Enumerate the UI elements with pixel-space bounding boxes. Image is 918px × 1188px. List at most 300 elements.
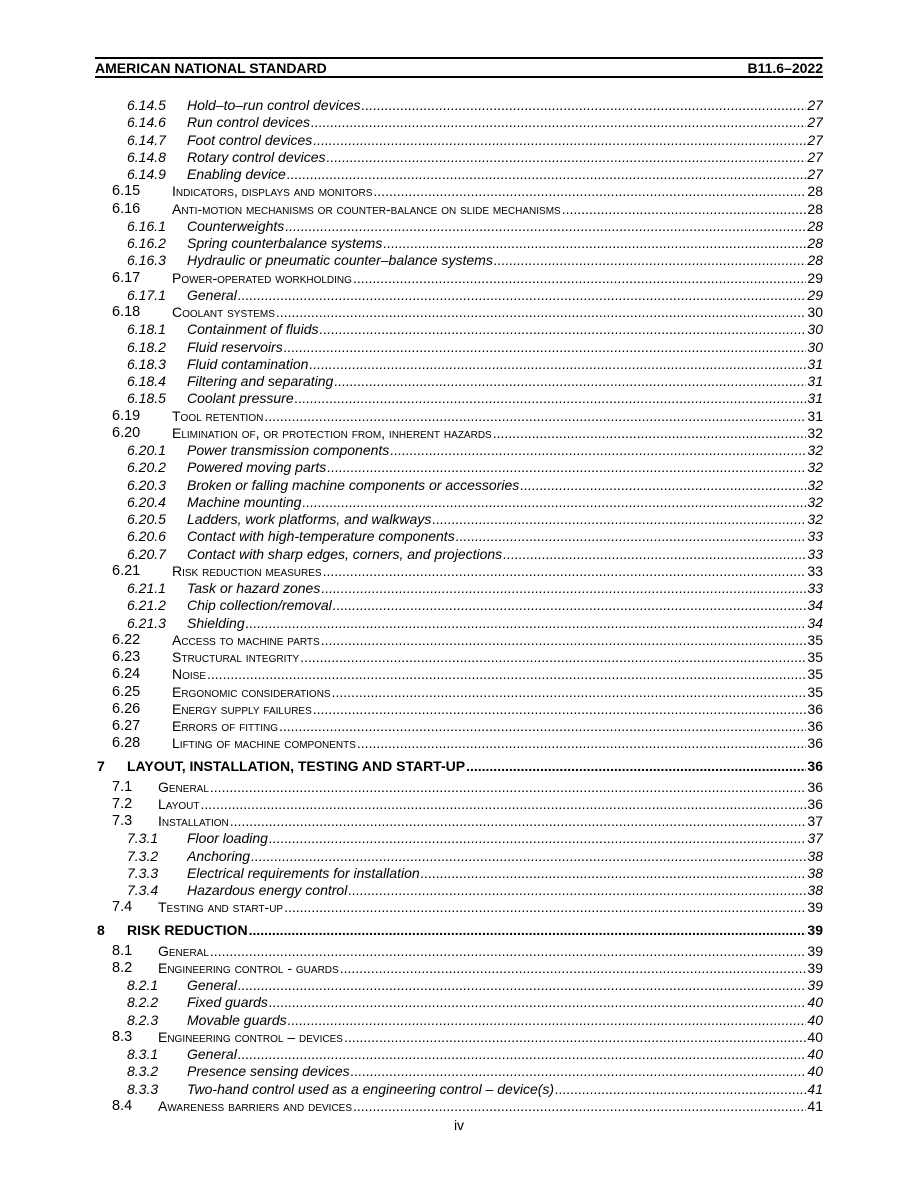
toc-entry[interactable] <box>0 477 918 494</box>
toc-entry-number: 6.14.7 <box>127 131 166 148</box>
toc-entry-number: 6.15 <box>112 183 141 200</box>
toc-entry-line <box>172 649 823 666</box>
toc-entry-number: 8.3.3 <box>127 1080 159 1097</box>
toc-entry-page[interactable]: 35 <box>807 683 823 700</box>
dot-leader <box>353 270 806 287</box>
toc-entry[interactable] <box>0 1029 918 1046</box>
toc-entry-page[interactable]: 36 <box>807 700 823 717</box>
toc-entry-line <box>158 899 823 916</box>
toc-entry-line <box>127 755 823 777</box>
toc-entry-title[interactable]: Fluid reservoirs <box>187 338 283 355</box>
toc-entry-number: 6.14.9 <box>127 166 166 182</box>
toc-entry[interactable] <box>0 373 918 390</box>
dot-leader <box>207 666 806 683</box>
toc-entry-title[interactable]: Engineering control – devices <box>158 1028 343 1045</box>
toc-entry-line <box>158 813 823 830</box>
toc-entry-line <box>172 408 823 425</box>
toc-entry-title[interactable]: Access to machine parts <box>172 631 320 648</box>
dot-leader <box>353 1098 806 1115</box>
toc-entry-title[interactable]: Power transmission components <box>187 442 390 458</box>
dot-leader <box>309 356 806 373</box>
toc-entry-line <box>158 943 823 960</box>
toc-entry-number: 6.16 <box>112 200 141 217</box>
dot-leader <box>302 494 806 511</box>
dot-leader <box>269 994 806 1011</box>
toc-entry-title[interactable]: Run control devices <box>187 114 310 131</box>
toc-entry-page[interactable]: 30 <box>807 304 823 320</box>
toc-entry[interactable] <box>0 1098 918 1115</box>
toc-entry-title[interactable]: Structural integrity <box>172 649 300 665</box>
toc-entry-title[interactable]: Movable guards <box>187 1011 287 1028</box>
toc-entry[interactable] <box>0 494 918 511</box>
toc-entry-page[interactable]: 32 <box>807 459 823 476</box>
toc-entry-number: 7 <box>97 757 105 774</box>
toc-entry[interactable] <box>0 977 918 994</box>
toc-entry-number: 6.18.1 <box>127 321 166 338</box>
toc-entry-number: 6.20.5 <box>127 511 166 527</box>
toc-entry-line <box>127 919 823 941</box>
toc-entry-page[interactable]: 38 <box>807 882 823 898</box>
toc-entry-title[interactable]: Testing and start-up <box>158 899 284 916</box>
toc-entry-page[interactable]: 39 <box>807 977 823 993</box>
toc-entry[interactable] <box>0 218 918 235</box>
toc-entry-page[interactable]: 36 <box>807 718 823 734</box>
toc-entry-number: 6.20.2 <box>127 459 166 476</box>
toc-entry-number: 8 <box>97 921 105 938</box>
toc-entry-line <box>187 615 823 632</box>
toc-entry-line <box>158 796 823 813</box>
toc-entry-title[interactable]: Energy supply failures <box>172 700 312 717</box>
toc-entry-line <box>187 373 823 390</box>
toc-entry-number: 6.22 <box>112 631 141 648</box>
toc-entry[interactable] <box>0 408 918 425</box>
toc-entry-title[interactable]: RISK REDUCTION <box>127 921 248 938</box>
toc-entry-page[interactable]: 39 <box>807 942 823 959</box>
dot-leader <box>332 684 807 701</box>
toc-entry-number: 7.3.3 <box>127 864 159 881</box>
toc-entry-line <box>187 166 823 183</box>
toc-entry-page[interactable]: 28 <box>807 252 823 269</box>
toc-entry-page[interactable]: 35 <box>807 666 823 683</box>
toc-entry-line <box>187 528 823 545</box>
toc-entry-page[interactable]: 29 <box>807 286 823 303</box>
toc-entry[interactable] <box>0 425 918 442</box>
toc-entry-title[interactable]: Rotary control devices <box>187 148 326 165</box>
toc-entry[interactable] <box>0 114 918 131</box>
toc-entry[interactable] <box>0 166 918 183</box>
toc-entry[interactable] <box>0 718 918 735</box>
toc-entry[interactable] <box>0 919 918 941</box>
toc-entry-title[interactable]: Shielding <box>187 614 245 631</box>
toc-entry-page[interactable]: 33 <box>807 562 823 579</box>
toc-entry-title[interactable]: General <box>158 942 209 959</box>
toc-entry-page[interactable]: 41 <box>807 1097 823 1114</box>
toc-entry-page[interactable]: 32 <box>807 476 823 493</box>
toc-entry[interactable] <box>0 779 918 796</box>
dot-leader <box>494 252 807 269</box>
toc-entry-page[interactable]: 28 <box>807 217 823 234</box>
toc-entry-line <box>187 252 823 269</box>
toc-entry-page[interactable]: 27 <box>807 166 823 182</box>
toc-entry-title[interactable]: Enabling device <box>187 166 286 182</box>
toc-entry-page[interactable]: 34 <box>807 614 823 631</box>
toc-entry-title[interactable]: Counterweights <box>187 217 285 234</box>
toc-entry-page[interactable]: 31 <box>807 407 823 424</box>
toc-entry[interactable] <box>0 1063 918 1080</box>
toc-entry-title[interactable]: Contact with sharp edges, corners, and projections <box>187 545 503 562</box>
toc-entry-page[interactable]: 27 <box>807 114 823 131</box>
toc-entry-title[interactable]: Risk reduction measures <box>172 562 322 579</box>
toc-entry-line <box>187 477 823 494</box>
dot-leader <box>456 528 807 545</box>
toc-entry[interactable] <box>0 994 918 1011</box>
dot-leader <box>344 1029 806 1046</box>
toc-entry[interactable] <box>0 580 918 597</box>
toc-entry-page[interactable]: 30 <box>807 321 823 338</box>
toc-entry-title[interactable]: Floor loading <box>187 830 268 847</box>
toc-entry-line <box>187 114 823 131</box>
toc-entry-page[interactable]: 35 <box>807 649 823 665</box>
toc-entry-number: 6.20.6 <box>127 528 166 545</box>
toc-entry[interactable] <box>0 304 918 321</box>
toc-entry[interactable] <box>0 684 918 701</box>
dot-leader <box>311 114 806 131</box>
toc-entry-number: 8.3.2 <box>127 1063 159 1080</box>
toc-entry-line <box>187 546 823 563</box>
toc-entry-line <box>172 718 823 735</box>
toc-entry[interactable] <box>0 339 918 356</box>
toc-entry-number: 6.21.1 <box>127 580 166 596</box>
dot-leader <box>421 865 807 882</box>
toc-entry-title[interactable]: Errors of fitting <box>172 718 278 734</box>
toc-entry-number: 6.25 <box>112 683 141 700</box>
toc-entry[interactable] <box>0 442 918 459</box>
toc-entry-line <box>187 848 823 865</box>
toc-entry-line <box>172 201 823 218</box>
dot-leader <box>251 848 806 865</box>
toc-entry[interactable] <box>0 459 918 476</box>
toc-entry[interactable] <box>0 546 918 563</box>
toc-entry[interactable] <box>0 356 918 373</box>
toc-entry[interactable] <box>0 597 918 614</box>
toc-entry-line <box>158 960 823 977</box>
toc-entry-title[interactable]: Containment of fluids <box>187 321 319 338</box>
toc-entry-title[interactable]: Fixed guards <box>187 994 268 1011</box>
toc-entry[interactable] <box>0 201 918 218</box>
toc-entry-page[interactable]: 31 <box>807 355 823 372</box>
toc-entry-title[interactable]: Filtering and separating <box>187 373 334 389</box>
toc-entry-number: 8.3.1 <box>127 1046 159 1062</box>
toc-entry-line <box>187 1063 823 1080</box>
toc-entry-page[interactable]: 38 <box>807 864 823 881</box>
dot-leader <box>493 425 807 442</box>
toc-entry-title[interactable]: Chip collection/removal <box>187 597 332 614</box>
toc-entry-number: 6.20.3 <box>127 476 166 493</box>
toc-entry-title[interactable]: Indicators, displays and monitors <box>172 183 373 200</box>
toc-entry-page[interactable]: 27 <box>807 97 823 113</box>
toc-entry-page[interactable]: 39 <box>807 899 823 916</box>
toc-entry-title[interactable]: Ladders, work platforms, and walkways <box>187 511 432 527</box>
toc-entry-line <box>172 735 823 752</box>
toc-entry-number: 6.20.4 <box>127 493 166 510</box>
dot-leader <box>287 166 807 183</box>
dot-leader <box>288 1012 807 1029</box>
toc-entry[interactable] <box>0 701 918 718</box>
toc-entry[interactable] <box>0 235 918 252</box>
dot-leader <box>466 755 806 777</box>
toc-entry-page[interactable]: 41 <box>807 1080 823 1097</box>
toc-entry[interactable] <box>0 830 918 847</box>
toc-entry-title[interactable]: Spring counterbalance systems <box>187 235 383 251</box>
toc-entry-page[interactable]: 36 <box>807 778 823 795</box>
toc-entry-title[interactable]: General <box>187 286 237 303</box>
toc-entry[interactable] <box>0 270 918 287</box>
toc-entry-number: 6.24 <box>112 666 141 683</box>
header-document-id: B11.6–2022 <box>747 59 823 76</box>
toc-entry-page[interactable]: 32 <box>807 442 823 458</box>
toc-entry-page[interactable]: 28 <box>807 183 823 200</box>
toc-entry-line <box>172 563 823 580</box>
toc-entry-page[interactable]: 39 <box>807 959 823 976</box>
dot-leader <box>373 183 806 200</box>
toc-entry-line <box>158 779 823 796</box>
toc-entry-title[interactable]: Task or hazard zones <box>187 580 321 596</box>
toc-entry-number: 7.4 <box>112 899 133 916</box>
toc-entry-page[interactable]: 40 <box>807 1063 823 1080</box>
toc-entry-line <box>187 149 823 166</box>
dot-leader <box>210 779 807 796</box>
toc-entry-number: 8.3 <box>112 1028 133 1045</box>
dot-leader <box>285 218 806 235</box>
toc-entry-page[interactable]: 39 <box>807 921 823 938</box>
toc-entry-title[interactable]: Power-operated workholding <box>172 269 352 286</box>
toc-entry-title[interactable]: Anti-motion mechanisms or counter-balance on slide mechanisms <box>172 200 561 217</box>
dot-leader <box>327 149 807 166</box>
toc-entry-title[interactable]: Tool retention <box>172 407 264 424</box>
dot-leader <box>562 201 807 218</box>
toc-entry-line <box>187 442 823 459</box>
toc-entry[interactable] <box>0 848 918 865</box>
toc-entry-number: 6.20 <box>112 424 141 441</box>
toc-entry-line <box>172 632 823 649</box>
toc-entry-page[interactable]: 33 <box>807 545 823 562</box>
toc-entry-line <box>187 218 823 235</box>
toc-entry-line <box>187 882 823 899</box>
toc-entry-number: 6.20.1 <box>127 442 166 458</box>
toc-entry-page[interactable]: 32 <box>807 511 823 527</box>
toc-entry[interactable] <box>0 149 918 166</box>
toc-entry-number: 6.18.2 <box>127 338 166 355</box>
toc-entry[interactable] <box>0 252 918 269</box>
toc-entry-line <box>187 97 823 114</box>
toc-entry-title[interactable]: Hydraulic or pneumatic counter–balance systems <box>187 252 493 269</box>
dot-leader <box>313 132 806 149</box>
toc-entry-line <box>172 304 823 321</box>
toc-entry-line <box>172 701 823 718</box>
toc-entry-number: 6.14.5 <box>127 97 166 113</box>
toc-entry-number: 7.3.2 <box>127 847 159 864</box>
toc-entry-title[interactable]: Hold–to–run control devices <box>187 97 361 113</box>
toc-entry-number: 6.18 <box>112 304 141 320</box>
toc-entry-line <box>187 865 823 882</box>
toc-entry-title[interactable]: Contact with high-temperature components <box>187 528 455 545</box>
toc-entry[interactable] <box>0 960 918 977</box>
toc-entry-number: 6.23 <box>112 649 141 665</box>
dot-leader <box>238 1046 807 1063</box>
toc-entry-page[interactable]: 31 <box>807 390 823 407</box>
toc-entry-page[interactable]: 32 <box>807 424 823 441</box>
dot-leader <box>279 718 806 735</box>
toc-entry-page[interactable]: 30 <box>807 338 823 355</box>
toc-entry[interactable] <box>0 865 918 882</box>
toc-entry[interactable] <box>0 632 918 649</box>
toc-entry-page[interactable]: 27 <box>807 131 823 148</box>
toc-entry-line <box>187 1046 823 1063</box>
page-number: iv <box>453 1117 465 1133</box>
toc-entry-number: 6.16.1 <box>127 217 166 234</box>
toc-entry-title[interactable]: Fluid contamination <box>187 355 309 372</box>
dot-leader <box>276 304 807 321</box>
toc-entry[interactable] <box>0 755 918 777</box>
toc-entry[interactable] <box>0 735 918 752</box>
dot-leader <box>201 796 807 813</box>
toc-entry[interactable] <box>0 97 918 114</box>
dot-leader <box>333 597 807 614</box>
toc-entry-page[interactable]: 28 <box>807 200 823 217</box>
toc-entry-page[interactable]: 33 <box>807 528 823 545</box>
toc-entry[interactable] <box>0 528 918 545</box>
toc-entry-title[interactable]: Layout <box>158 795 200 812</box>
toc-entry-title[interactable]: General <box>187 1046 237 1062</box>
toc-entry-title[interactable]: Awareness barriers and devices <box>158 1097 353 1114</box>
toc-entry-line <box>172 684 823 701</box>
toc-entry-page[interactable]: 31 <box>807 373 823 389</box>
dot-leader <box>340 960 807 977</box>
toc-entry-page[interactable]: 33 <box>807 580 823 596</box>
header-standard-label: AMERICAN NATIONAL STANDARD <box>95 59 327 76</box>
toc-entry-title[interactable]: LAYOUT, INSTALLATION, TESTING AND START-UP <box>127 757 466 774</box>
toc-entry-title[interactable]: General <box>158 778 209 795</box>
toc-entry-page[interactable]: 32 <box>807 493 823 510</box>
toc-entry-title[interactable]: Installation <box>158 813 229 829</box>
dot-leader <box>555 1081 806 1098</box>
toc-entry[interactable] <box>0 666 918 683</box>
toc-entry[interactable] <box>0 943 918 960</box>
toc-entry[interactable] <box>0 321 918 338</box>
toc-entry-page[interactable]: 28 <box>807 235 823 251</box>
toc-entry-number: 6.18.3 <box>127 355 166 372</box>
toc-entry[interactable] <box>0 649 918 666</box>
toc-entry[interactable] <box>0 390 918 407</box>
toc-entry-page[interactable]: 40 <box>807 1011 823 1028</box>
toc-entry[interactable] <box>0 899 918 916</box>
toc-entry[interactable] <box>0 813 918 830</box>
toc-entry[interactable] <box>0 882 918 899</box>
toc-entry[interactable] <box>0 1081 918 1098</box>
dot-leader <box>503 546 806 563</box>
toc-entry-number: 6.14.8 <box>127 148 166 165</box>
toc-entry-number: 6.21.2 <box>127 597 166 614</box>
toc-entry-line <box>158 1029 823 1046</box>
toc-entry-number: 8.2 <box>112 959 133 976</box>
toc-entry-page[interactable]: 34 <box>807 597 823 614</box>
toc-entry-title[interactable]: Broken or falling machine components or accessories <box>187 476 520 493</box>
toc-entry-page[interactable]: 40 <box>807 1028 823 1045</box>
toc-entry-page[interactable]: 40 <box>807 994 823 1011</box>
toc-entry-title[interactable]: Hazardous energy control <box>187 882 348 898</box>
toc-entry-title[interactable]: Noise <box>172 666 207 683</box>
toc-entry-title[interactable]: Ergonomic considerations <box>172 683 331 700</box>
toc-entry-number: 7.3.4 <box>127 882 159 898</box>
toc-entry-page[interactable]: 36 <box>807 757 823 774</box>
toc-entry-title[interactable]: Lifting of machine components <box>172 735 356 752</box>
toc-entry[interactable] <box>0 511 918 528</box>
toc-entry-title[interactable]: Anchoring <box>187 847 251 864</box>
toc-entry-line <box>187 830 823 847</box>
toc-entry-page[interactable]: 37 <box>807 830 823 847</box>
toc-entry-title[interactable]: Electrical requirements for installation <box>187 864 420 881</box>
toc-entry[interactable] <box>0 563 918 580</box>
toc-entry-number: 6.18.5 <box>127 390 166 407</box>
toc-entry-title[interactable]: Elimination of, or protection from, inherent hazards <box>172 424 492 441</box>
toc-entry-number: 6.21 <box>112 562 141 579</box>
toc-entry-line <box>187 287 823 304</box>
toc-entry-line <box>187 132 823 149</box>
toc-entry-title[interactable]: Foot control devices <box>187 131 313 148</box>
toc-entry-title[interactable]: Engineering control - guards <box>158 959 339 976</box>
dot-leader <box>362 97 807 114</box>
toc-entry-number: 6.17 <box>112 269 141 286</box>
toc-entry-page[interactable]: 36 <box>807 795 823 812</box>
toc-entry-title[interactable]: Presence sensing devices <box>187 1063 350 1080</box>
toc-entry-line <box>172 425 823 442</box>
toc-entry-number: 8.2.2 <box>127 994 159 1011</box>
toc-entry[interactable] <box>0 796 918 813</box>
toc-entry-line <box>172 183 823 200</box>
page-header <box>95 57 823 78</box>
toc-entry-number: 7.2 <box>112 795 133 812</box>
toc-entry-page[interactable]: 40 <box>807 1046 823 1062</box>
dot-leader <box>348 882 806 899</box>
toc-entry-page[interactable]: 27 <box>807 148 823 165</box>
toc-entry[interactable] <box>0 132 918 149</box>
dot-leader <box>238 287 807 304</box>
toc-entry-page[interactable]: 38 <box>807 847 823 864</box>
toc-entry[interactable] <box>0 615 918 632</box>
dot-leader <box>249 919 807 941</box>
toc-entry-title[interactable]: Coolant systems <box>172 304 275 320</box>
toc-entry[interactable] <box>0 1012 918 1029</box>
toc-entry-number: 6.14.6 <box>127 114 166 131</box>
toc-entry-page[interactable]: 35 <box>807 631 823 648</box>
toc-entry-title[interactable]: Powered moving parts <box>187 459 327 476</box>
toc-entry-page[interactable]: 36 <box>807 735 823 752</box>
toc-entry-page[interactable]: 37 <box>807 813 823 829</box>
toc-entry[interactable] <box>0 183 918 200</box>
toc-entry-number: 6.16.3 <box>127 252 166 269</box>
toc-entry-title[interactable]: Machine mounting <box>187 493 302 510</box>
toc-entry[interactable] <box>0 287 918 304</box>
toc-entry-title[interactable]: General <box>187 977 237 993</box>
toc-entry-title[interactable]: Coolant pressure <box>187 390 294 407</box>
toc-entry[interactable] <box>0 1046 918 1063</box>
toc-entry-line <box>187 1081 823 1098</box>
dot-leader <box>334 373 806 390</box>
toc-entry-title[interactable]: Two-hand control used as a engineering control – device(s) <box>187 1080 555 1097</box>
dot-leader <box>320 321 807 338</box>
toc-entry-number: 6.20.7 <box>127 545 166 562</box>
toc-entry-page[interactable]: 29 <box>807 269 823 286</box>
